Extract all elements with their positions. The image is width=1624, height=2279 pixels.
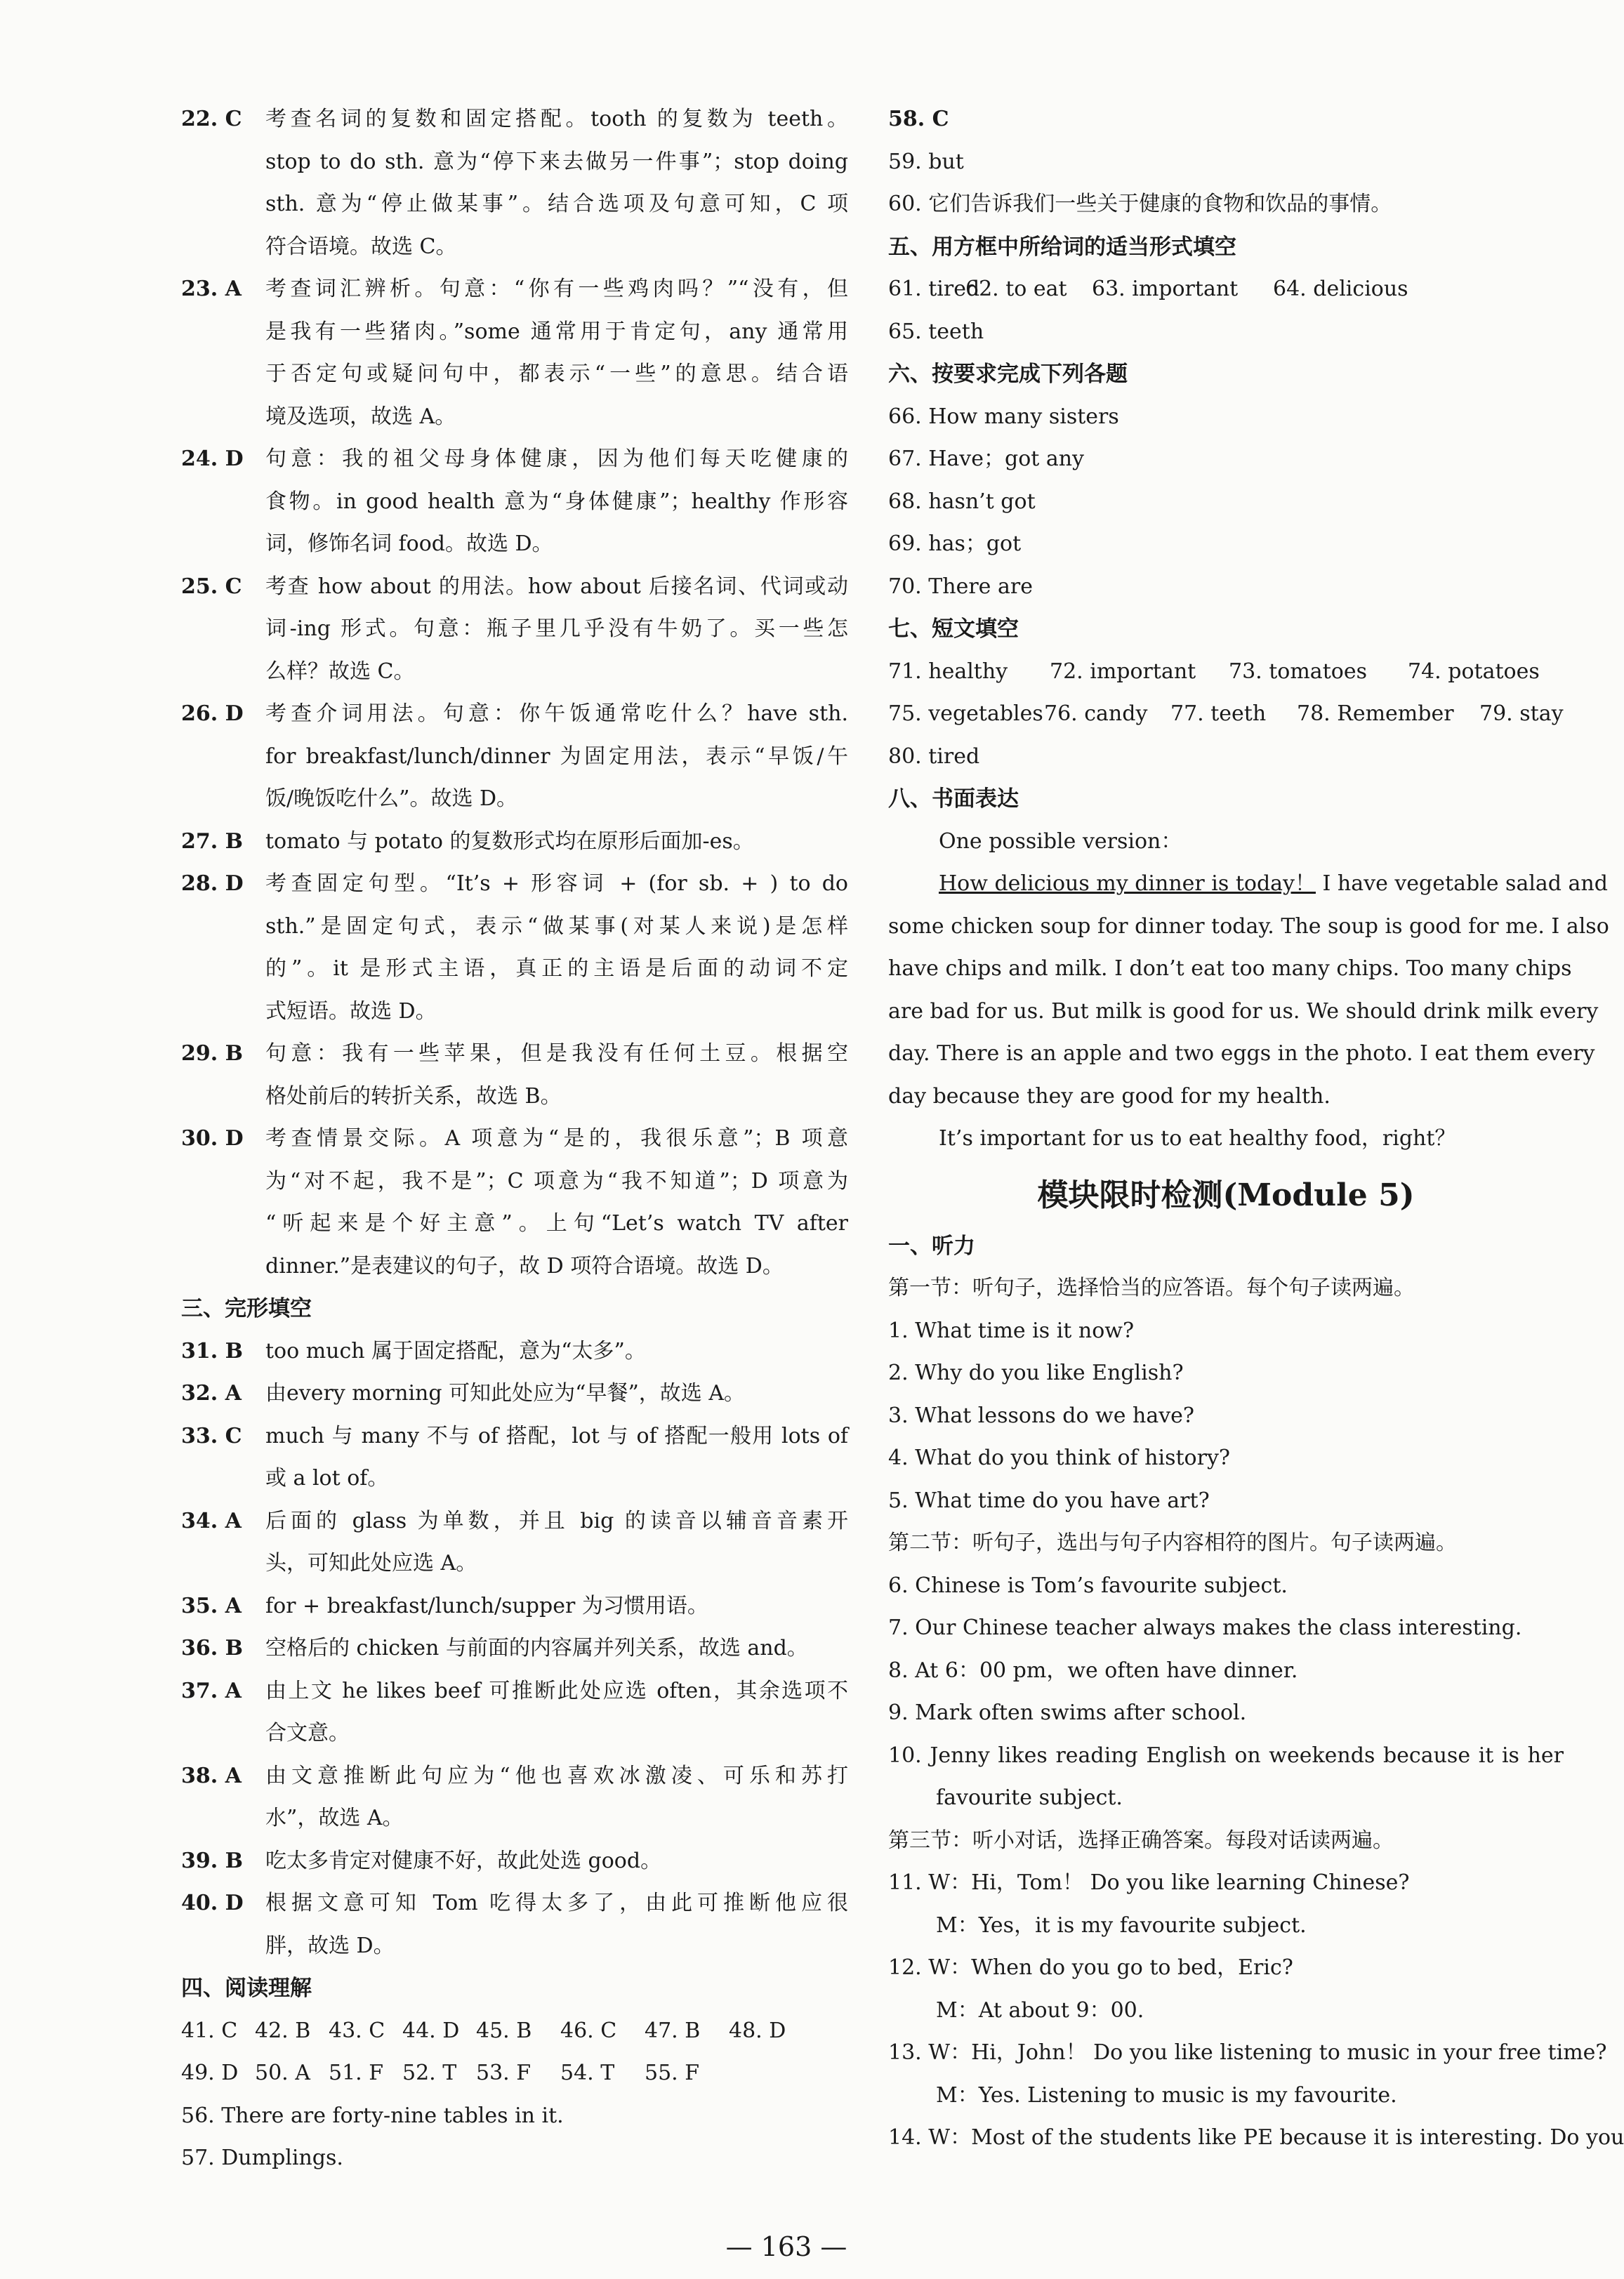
answer-text: 词，修饰名词 food。故选 D。 — [265, 531, 553, 556]
answer-cell: 53. F — [476, 2061, 532, 2085]
answer-line — [181, 98, 848, 141]
left-column — [181, 98, 848, 2180]
answer-line — [181, 1585, 848, 1628]
dialogs — [888, 1862, 1607, 2117]
answer-line — [181, 1840, 848, 1883]
answers-31-40 — [181, 1330, 848, 1968]
answer-text: 后面的 glass 为单数，并且 big 的读音以辅音音素开 — [265, 1508, 848, 1533]
section-7-row-1 — [888, 651, 1564, 694]
answer-line — [181, 1670, 848, 1713]
essay-text: I have vegetable salad and — [1315, 871, 1608, 896]
answer-line — [181, 693, 848, 736]
answer-cell: 74. potatoes — [1408, 659, 1540, 684]
answer-text: for breakfast/lunch/dinner 为固定用法，表示“早饭/午 — [265, 744, 848, 769]
answer-cell: 44. D — [402, 2018, 460, 2043]
answer-line — [181, 353, 848, 396]
answer-number: 28. D — [181, 871, 244, 896]
answer-cell: 71. healthy — [888, 659, 1008, 684]
answer-number: 40. D — [181, 1891, 244, 1915]
answer-58: 58. C — [888, 107, 949, 131]
answer-text: 式短语。故选 D。 — [265, 998, 437, 1024]
part-1-items — [888, 1310, 1564, 1523]
answer-text: much 与 many 不与 of 搭配，lot 与 of 搭配一般用 lots of — [265, 1423, 848, 1448]
answer-cell: 50. A — [255, 2061, 310, 2085]
answer-text: “听起来是个好主意”。上句“Let’s watch TV after — [265, 1211, 848, 1236]
answer-cell: 55. F — [645, 2061, 700, 2085]
essay-text: are bad for us. But milk is good for us. We should drink milk every — [888, 998, 1599, 1024]
answer-cell: 79. stay — [1479, 701, 1564, 726]
dialog-w-line: 11. W：Hi，Tom！ Do you like learning Chinese? — [888, 1870, 1410, 1895]
answer-text: 或 a lot of。 — [265, 1466, 389, 1491]
reading-answers-row-1 — [181, 2010, 848, 2053]
listening-title: 一、听力 — [888, 1233, 975, 1259]
answer-57: 57. Dumplings. — [181, 2146, 343, 2170]
section-6-answer: 69. has；got — [888, 531, 1022, 556]
answer-line — [181, 1882, 848, 1925]
answer-text: dinner.”是表建议的句子，故 D 项符合语境。故选 D。 — [265, 1253, 784, 1279]
section-7-title: 七、短文填空 — [888, 616, 1019, 642]
essay-line — [888, 1076, 1564, 1118]
listening-item: 6. Chinese is Tom’s favourite subject. — [888, 1573, 1288, 1598]
answer-text: 为“对不起，我不是”；C 项意为“我不知道”；D 项意为 — [265, 1168, 848, 1194]
answer-text: 考查介词用法。句意：你午饭通常吃什么？have sth. — [265, 701, 848, 726]
answer-line — [181, 438, 848, 481]
answer-cell: 77. teeth — [1170, 701, 1267, 726]
listening-item: 4. What do you think of history? — [888, 1446, 1230, 1470]
answer-cell: 64. delicious — [1273, 277, 1408, 301]
section-6-answer: 66. How many sisters — [888, 404, 1119, 429]
answer-line — [181, 523, 848, 566]
answer-number: 32. A — [181, 1381, 242, 1406]
essay-text: have chips and milk. I don’t eat too many chips. Too many chips — [888, 956, 1572, 981]
essay-body — [888, 863, 1609, 1118]
answer-text: 的”。it 是形式主语，真正的主语是后面的动词不定 — [265, 956, 848, 981]
answer-line — [181, 1627, 848, 1670]
answer-text: 胖，故选 D。 — [265, 1933, 395, 1958]
answer-line — [181, 1373, 848, 1415]
answer-line — [181, 991, 848, 1033]
answer-cell: 45. B — [476, 2018, 532, 2043]
section-3-title: 三、完形填空 — [181, 1296, 312, 1321]
answer-cell: 65. teeth — [888, 319, 984, 344]
answer-line — [181, 1246, 848, 1288]
essay-line — [888, 906, 1609, 949]
answer-cell: 63. important — [1092, 277, 1239, 301]
answer-cell: 48. D — [729, 2018, 786, 2043]
answer-text: 于否定句或疑问句中，都表示“一些”的意思。结合语 — [265, 362, 848, 386]
answer-cell: 73. tomatoes — [1229, 659, 1367, 684]
answer-text: 水”，故选 A。 — [265, 1806, 404, 1830]
section-5-row-2 — [888, 311, 1564, 354]
essay-text: day. There is an apple and two eggs in the photo. I eat them every — [888, 1041, 1595, 1066]
section-6-answer: 67. Have；got any — [888, 447, 1085, 471]
answer-text: too much 属于固定搭配，意为“太多”。 — [265, 1338, 646, 1363]
dialog-m-line: M：Yes，it is my favourite subject. — [936, 1913, 1307, 1938]
answer-number: 24. D — [181, 447, 244, 471]
section-6-answer: 68. hasn’t got — [888, 489, 1036, 514]
answer-cell: 51. F — [329, 2061, 384, 2085]
answer-line — [181, 268, 848, 311]
essay-last-line: It’s important for us to eat healthy food，right？ — [939, 1126, 1456, 1151]
answer-cell: 78. Remember — [1297, 701, 1454, 726]
essay-title-underlined: How delicious my dinner is today！ — [939, 871, 1316, 896]
answer-text: 格处前后的转折关系，故选 B。 — [265, 1083, 562, 1109]
dialog-w-line: 13. W：Hi，John！ Do you like listening to music in your free time? — [888, 2040, 1607, 2065]
essay-line — [888, 991, 1599, 1033]
answer-line — [181, 183, 848, 226]
answer-line — [181, 948, 848, 991]
answer-cell: 80. tired — [888, 744, 980, 769]
answer-line — [181, 1712, 848, 1755]
listening-item: 1. What time is it now? — [888, 1318, 1135, 1343]
essay-text: day because they are good for my health. — [888, 1083, 1331, 1109]
listening-item: 2. Why do you like English? — [888, 1361, 1184, 1385]
section-8-title: 八、书面表达 — [888, 786, 1019, 812]
answer-text: 考查词汇辨析。句意：“你有一些鸡肉吗？”“没有，但 — [265, 277, 848, 301]
page-number: — 163 — — [725, 2231, 847, 2262]
answer-number: 37. A — [181, 1678, 242, 1703]
answer-line — [181, 566, 848, 609]
part-2-instruction: 第二节：听句子，选出与句子内容相符的图片。句子读两遍。 — [888, 1531, 1457, 1555]
answer-line — [181, 226, 848, 269]
section-7-row-3 — [888, 736, 1564, 779]
answer-text: 句意：我有一些苹果，但是我没有任何土豆。根据空 — [265, 1041, 848, 1066]
answer-text: 境及选项，故选 A。 — [265, 404, 456, 429]
answer-line — [181, 1076, 848, 1118]
answer-text: 考查 how about 的用法。how about 后接名词、代词或动 — [265, 574, 848, 599]
part-3-instruction: 第三节：听小对话，选择正确答案。每段对话读两遍。 — [888, 1828, 1394, 1853]
answer-number: 33. C — [181, 1423, 242, 1448]
answer-cell: 62. to eat — [965, 277, 1067, 301]
answer-line — [181, 1755, 848, 1798]
answer-line — [181, 1161, 848, 1203]
answer-cell: 43. C — [329, 2018, 385, 2043]
answer-text: tomato 与 potato 的复数形式均在原形后面加-es。 — [265, 828, 754, 854]
right-column — [888, 98, 1624, 2160]
answer-text: 词-ing 形式。句意：瓶子里几乎没有牛奶了。买一些怎 — [265, 616, 848, 641]
answer-text: 饭/晚饭吃什么”。故选 D。 — [265, 786, 518, 811]
answer-number: 31. B — [181, 1338, 243, 1363]
essay-line — [888, 863, 1608, 906]
answer-cell: 42. B — [255, 2018, 311, 2043]
answer-line — [181, 1543, 848, 1585]
answer-number: 22. C — [181, 107, 242, 131]
answer-60: 60. 它们告诉我们一些关于健康的食物和饮品的事情。 — [888, 192, 1392, 216]
answer-text: for + breakfast/lunch/supper 为习惯用语。 — [265, 1593, 708, 1618]
answer-cell: 47. B — [645, 2018, 701, 2043]
listening-item: 9. Mark often swims after school. — [888, 1700, 1247, 1725]
essay-line — [888, 1033, 1595, 1076]
answer-line — [181, 778, 848, 821]
answer-text: 吃太多肯定对健康不好，故此处选 good。 — [265, 1848, 662, 1873]
answer-number: 29. B — [181, 1041, 243, 1066]
answer-cell: 75. vegetables — [888, 701, 1043, 726]
answer-cell: 49. D — [181, 2061, 239, 2085]
answer-number: 35. A — [181, 1593, 242, 1618]
part-2-items — [888, 1565, 1564, 1735]
answer-text: 是我有一些猪肉。”some 通常用于肯定句，any 通常用 — [265, 319, 848, 344]
answer-number: 36. B — [181, 1636, 243, 1660]
answer-line — [181, 863, 848, 906]
answer-line — [181, 1203, 848, 1246]
answer-text: 食物。in good health 意为“身体健康”；healthy 作形容 — [265, 489, 848, 514]
section-5-row-1 — [888, 268, 1564, 311]
part-1-instruction: 第一节：听句子，选择恰当的应答语。每个句子读两遍。 — [888, 1276, 1415, 1300]
answer-cell: 72. important — [1050, 659, 1196, 684]
answer-cell: 46. C — [560, 2018, 617, 2043]
essay-intro: One possible version： — [939, 828, 1182, 854]
answer-line — [181, 821, 848, 864]
answer-text: 合文意。 — [265, 1721, 350, 1745]
answer-cell: 76. candy — [1044, 701, 1148, 726]
answer-line — [181, 1925, 848, 1968]
answer-cell: 61. tired — [888, 277, 980, 301]
answer-56: 56. There are forty-nine tables in it. — [181, 2103, 564, 2128]
item-10-line-2: favourite subject. — [936, 1785, 1123, 1810]
answer-cell: 54. T — [560, 2061, 615, 2085]
answer-number: 23. A — [181, 277, 242, 301]
item-10-line-1: 10. Jenny likes reading English on weekends because it is her — [888, 1743, 1564, 1768]
section-6-title: 六、按要求完成下列各题 — [888, 362, 1128, 387]
section-7-row-2 — [888, 693, 1564, 736]
answer-text: sth. 意为“停止做某事”。结合选项及句意可知，C 项 — [265, 192, 848, 216]
answer-line — [181, 1330, 848, 1373]
answer-text: 考查固定句型。“It’s + 形容词 + (for sb. + ) to do — [265, 871, 848, 896]
answer-cell: 52. T — [402, 2061, 457, 2085]
answer-text: 句意：我的祖父母身体健康，因为他们每天吃健康的 — [265, 447, 848, 471]
answer-text: 由every morning 可知此处应为“早餐”，故选 A。 — [265, 1381, 745, 1406]
reading-answers-row-2 — [181, 2052, 848, 2095]
listening-item: 3. What lessons do we have? — [888, 1403, 1195, 1428]
answer-text: 考查情景交际。A 项意为“是的，我很乐意”；B 项意 — [265, 1126, 848, 1151]
answer-line — [181, 906, 848, 949]
listening-item: 5. What time do you have art? — [888, 1488, 1210, 1513]
essay-text: some chicken soup for dinner today. The soup is good for me. I also — [888, 913, 1609, 939]
answer-line — [181, 1797, 848, 1840]
answer-59: 59. but — [888, 149, 964, 174]
answer-line — [181, 1500, 848, 1543]
answers-22-30 — [181, 98, 848, 1288]
answer-line — [181, 1118, 848, 1161]
section-6-answers — [888, 396, 1564, 609]
answer-line — [181, 1458, 848, 1500]
answer-number: 26. D — [181, 701, 244, 726]
listening-item: 8. At 6：00 pm，we often have dinner. — [888, 1658, 1298, 1683]
answer-number: 27. B — [181, 828, 243, 854]
answer-number: 25. C — [181, 574, 242, 599]
answer-line — [181, 736, 848, 779]
answer-line — [181, 1415, 848, 1458]
answer-text: 空格后的 chicken 与前面的内容属并列关系，故选 and。 — [265, 1636, 808, 1660]
answer-text: 头，可知此处应选 A。 — [265, 1551, 477, 1576]
answer-text: 由文意推断此句应为“他也喜欢冰激凌、可乐和苏打 — [265, 1763, 848, 1788]
answer-text: 由上文 he likes beef 可推断此处应选 often，其余选项不 — [265, 1678, 848, 1703]
dialog-m-line: M：At about 9：00. — [936, 1997, 1144, 2023]
item-14: 14. W：Most of the students like PE because it is interesting. Do you — [888, 2125, 1624, 2150]
module-title: 模块限时检测(Module 5) — [1037, 1177, 1415, 1213]
answer-text: 符合语境。故选 C。 — [265, 234, 457, 259]
answer-line — [181, 396, 848, 439]
answer-text: 考查名词的复数和固定搭配。tooth 的复数为 teeth。 — [265, 107, 848, 131]
answer-number: 30. D — [181, 1126, 244, 1151]
essay-line — [888, 948, 1572, 991]
section-6-answer: 70. There are — [888, 574, 1033, 599]
listening-item: 7. Our Chinese teacher always makes the class interesting. — [888, 1616, 1522, 1640]
answer-line — [181, 651, 848, 694]
answer-text: 根据文意可知 Tom 吃得太多了，由此可推断他应很 — [265, 1891, 848, 1915]
answer-line — [181, 141, 848, 184]
answer-text: 么样？故选 C。 — [265, 659, 415, 684]
dialog-w-line: 12. W：When do you go to bed，Eric? — [888, 1955, 1293, 1980]
answer-line — [181, 1033, 848, 1076]
answer-line — [181, 608, 848, 651]
section-5-title: 五、用方框中所给词的适当形式填空 — [888, 234, 1236, 260]
answer-number: 38. A — [181, 1763, 242, 1788]
section-4-title: 四、阅读理解 — [181, 1976, 312, 2001]
dialog-m-line: M：Yes. Listening to music is my favourite. — [936, 2082, 1397, 2108]
answer-line — [181, 311, 848, 354]
answer-text: stop to do sth. 意为“停下来去做另一件事”；stop doing — [265, 149, 848, 174]
answer-number: 39. B — [181, 1848, 243, 1873]
answer-line — [181, 481, 848, 524]
answer-number: 34. A — [181, 1508, 242, 1533]
answer-text: sth.”是固定句式，表示“做某事(对某人来说)是怎样 — [265, 913, 848, 939]
answer-cell: 41. C — [181, 2018, 238, 2043]
